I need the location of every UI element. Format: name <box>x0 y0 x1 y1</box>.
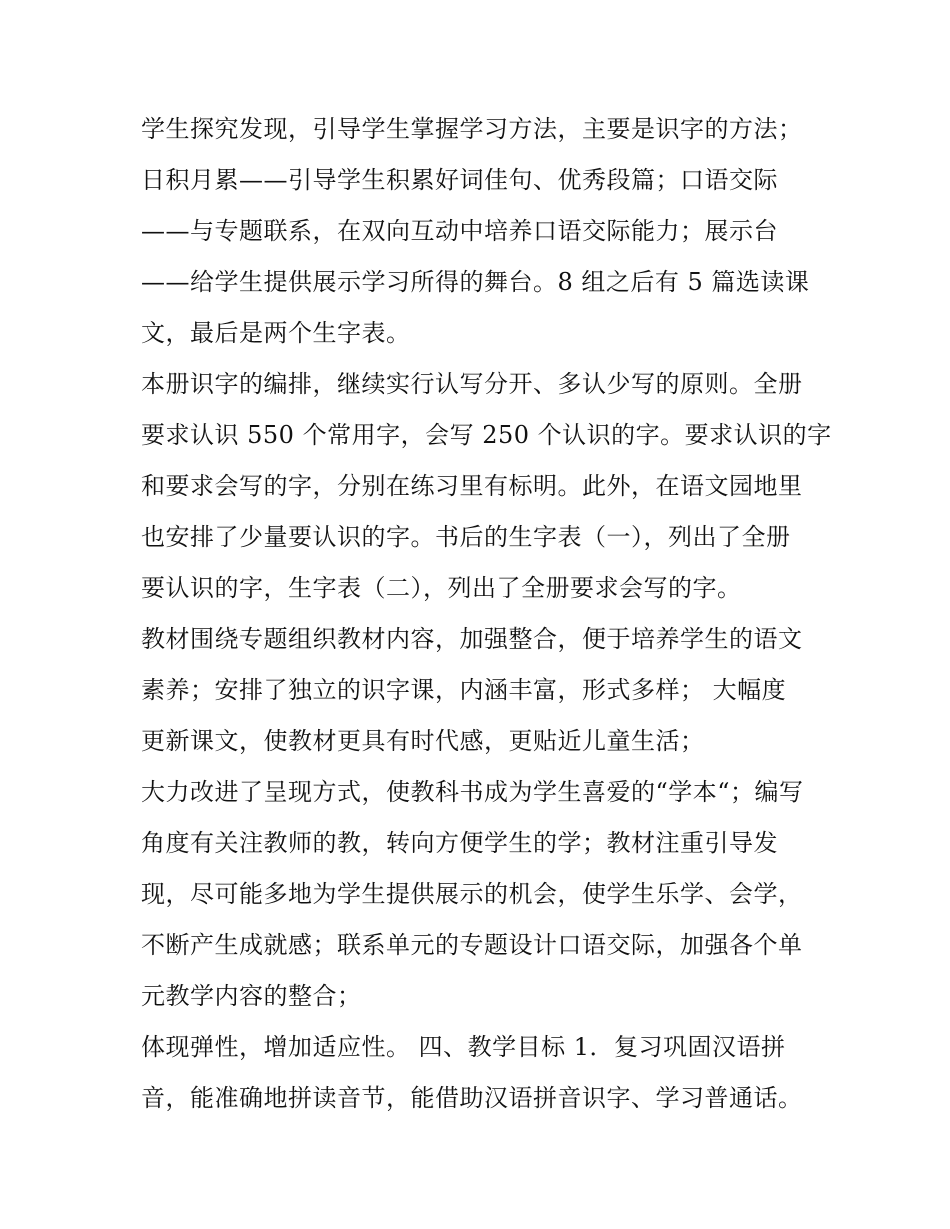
text-line: 也安排了少量要认识的字。书后的生字表（一），列出了全册 <box>141 523 791 551</box>
paragraph-5 <box>141 1022 831 1124</box>
text-line: 要求认识 550 个常用字，会写 250 个认识的字。要求认识的字 <box>141 421 832 449</box>
paragraph-3 <box>141 614 831 767</box>
text-line: 音，能准确地拼读音节，能借助汉语拼音识字、学习普通话。 <box>141 1084 803 1112</box>
text-line: ——与专题联系，在双向互动中培养口语交际能力；展示台 <box>141 217 778 245</box>
text-line: 素养；安排了独立的识字课，内涵丰富，形式多样； 大幅度 <box>141 676 787 704</box>
text-line: 文，最后是两个生字表。 <box>141 319 411 347</box>
text-line: 现，尽可能多地为学生提供展示的机会，使学生乐学、会学， <box>141 880 803 908</box>
text-line: 要认识的字，生字表（二），列出了全册要求会写的字。 <box>141 574 742 602</box>
text-line: 不断产生成就感；联系单元的专题设计口语交际，加强各个单 <box>141 931 803 959</box>
text-line: 更新课文，使教材更具有时代感，更贴近儿童生活； <box>141 727 705 755</box>
paragraph-2 <box>141 359 831 614</box>
text-line: 本册识字的编排，继续实行认写分开、多认少写的原则。全册 <box>141 370 803 398</box>
text-line: 日积月累——引导学生积累好词佳句、优秀段篇；口语交际 <box>141 166 778 194</box>
document-body <box>141 104 831 1124</box>
text-line: 和要求会写的字，分别在练习里有标明。此外，在语文园地里 <box>141 472 803 500</box>
text-line: ——给学生提供展示学习所得的舞台。8 组之后有 5 篇选读课 <box>141 268 810 296</box>
text-line: 角度有关注教师的教，转向方便学生的学；教材注重引导发 <box>141 829 778 857</box>
text-line: 教材围绕专题组织教材内容，加强整合，便于培养学生的语文 <box>141 625 803 653</box>
text-line: 体现弹性，增加适应性。 四、教学目标 1．复习巩固汉语拼 <box>141 1033 786 1061</box>
text-line: 大力改进了呈现方式，使教科书成为学生喜爱的“学本“；编写 <box>141 778 804 806</box>
paragraph-1 <box>141 104 831 359</box>
text-line: 元教学内容的整合； <box>141 982 362 1010</box>
paragraph-4 <box>141 767 831 1022</box>
text-line: 学生探究发现，引导学生掌握学习方法，主要是识字的方法； <box>141 115 803 143</box>
